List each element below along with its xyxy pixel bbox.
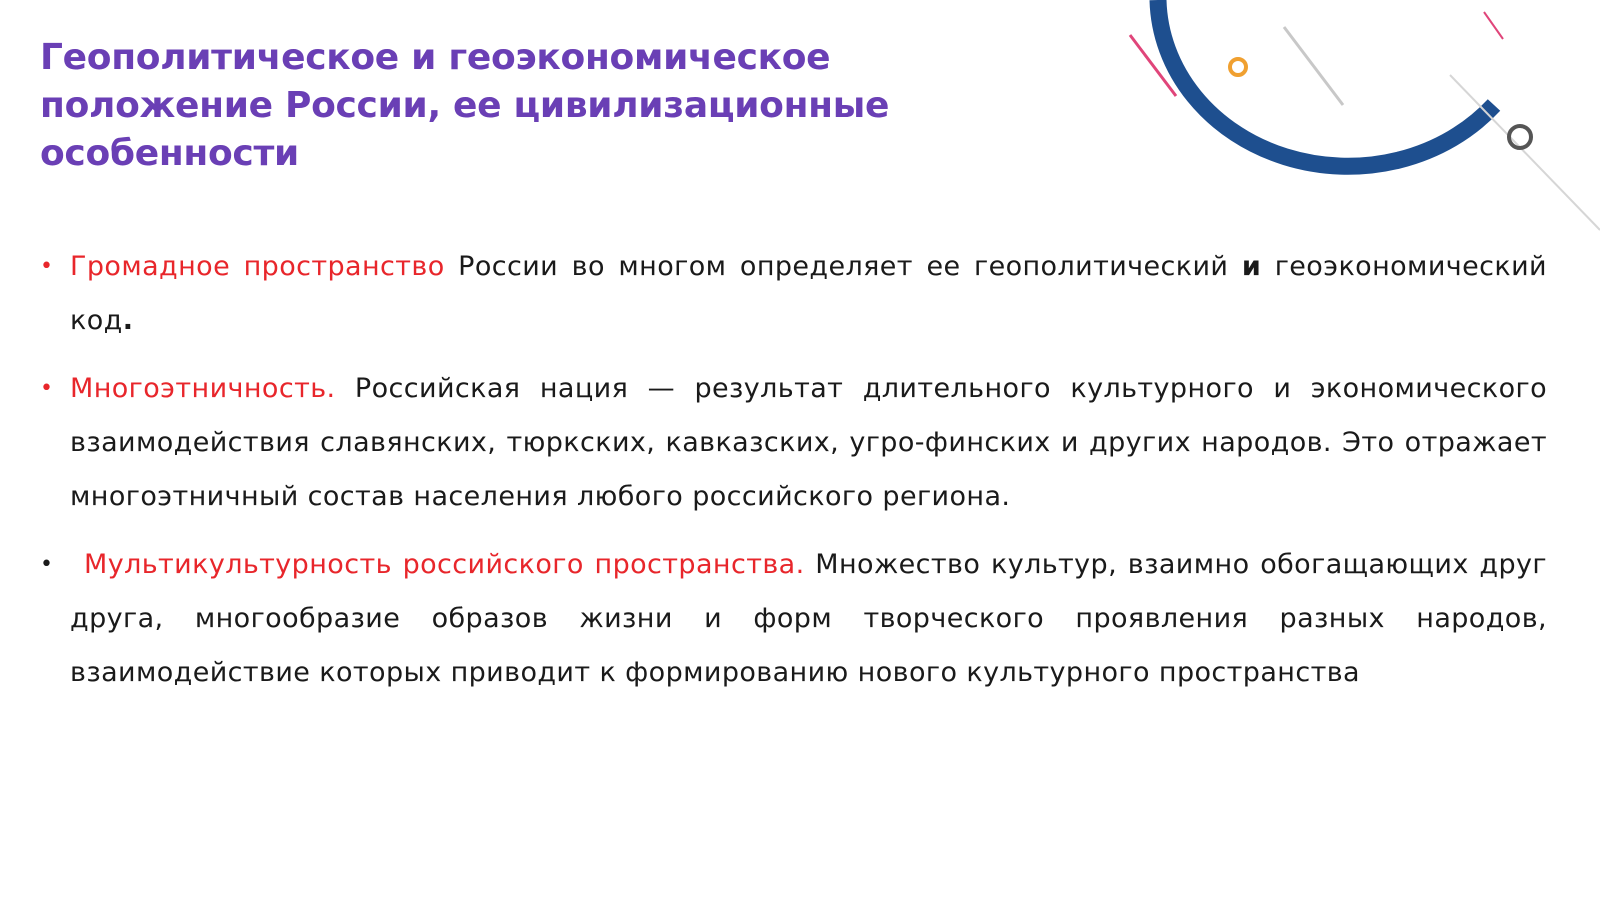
bullet-text-continued: геоэкономический код <box>70 251 1547 336</box>
bullet-item <box>40 240 1547 348</box>
bullet-dot-icon: • <box>40 552 54 577</box>
bullet-dot-icon: • <box>40 254 54 279</box>
gray-circle-decoration <box>1509 126 1531 148</box>
gray-long-line-decoration <box>1450 75 1600 230</box>
bullet-item <box>40 362 1547 524</box>
orange-circle-decoration <box>1230 59 1246 75</box>
bullet-bold-period: . <box>122 305 134 336</box>
bullet-highlight: Мультикультурность российского пространства. <box>84 549 805 580</box>
slide-title: Геополитическое и геоэкономическое положение России, ее цивилизационные особенности <box>40 37 890 174</box>
gray-line-decoration <box>1284 27 1343 105</box>
bullet-text: Российская нация — результат длительного культурного и экономического взаимодействия славянских, тюркских, кавказских, угро-финских и других народов. Это отражает многоэтничный состав населения любого российского региона. <box>70 373 1547 512</box>
bullet-highlight: Громадное пространство <box>70 251 445 282</box>
pink-line-decoration-small <box>1484 12 1503 39</box>
bullet-highlight: Многоэтничность. <box>70 373 336 404</box>
bullet-bold-text: и <box>1241 251 1262 282</box>
bullet-list <box>40 240 1547 700</box>
decorative-graphics <box>1120 0 1600 260</box>
bullet-text: Множество культур, взаимно обогащающих друг друга, многообразие образов жизни и форм творческого проявления разных народов, взаимодействие которых приводит к формированию нового культурного пространства <box>70 549 1547 688</box>
bullet-text: России во многом определяет ее геополитический <box>444 251 1242 282</box>
bullet-dot-icon: • <box>40 376 54 401</box>
bullet-item <box>40 538 1547 700</box>
